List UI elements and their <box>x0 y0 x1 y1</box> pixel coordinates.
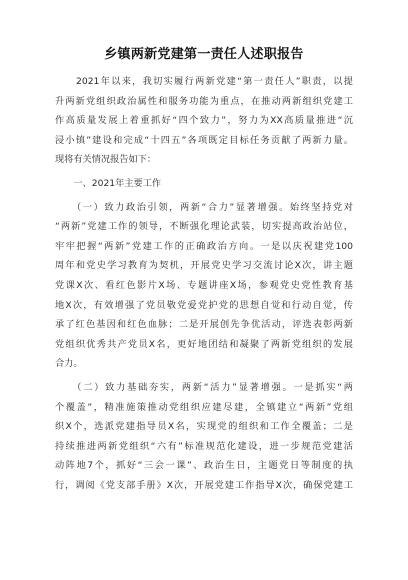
text-line: 织X个，选派党建指导员X名，实现党的组织和工作全覆盖；二是 <box>55 421 353 433</box>
document-body <box>55 72 353 495</box>
text-line: “两新”党建工作的领导，不断强化理论武装，切实提高政治站位， <box>55 221 353 233</box>
paragraph-foundation <box>55 378 353 496</box>
text-line: 牢牢把握“两新”党建工作的正确政治方向。一是以庆祝建党100 <box>55 240 353 252</box>
document-title: 乡镇两新党建第一责任人述职报告 <box>104 47 304 62</box>
text-line: 作高质量发展上着重抓好“四个致力”，努力为XX高质量推进“沉 <box>55 115 353 127</box>
text-line: 升两新党组织政治属性和服务功能为重点，在推动两新组织党建工 <box>55 95 353 107</box>
text-line: 2021年以来，我切实履行两新党建“第一责任人”职责，以提 <box>55 76 353 87</box>
text-line: （一）致力政治引领，两新“合力”显著增强。始终坚持党对 <box>55 201 353 213</box>
text-line: 持续推进两新党组织“六有”标准规范化建设，进一步规范党建活 <box>55 440 353 452</box>
text-line: 动阵地7个，抓好“三会一课”、政治生日，主题党日等制度的执 <box>55 460 353 472</box>
section-heading <box>55 174 353 194</box>
text-line: （二）致力基础夯实，两新“活力”显著增强。一是抓实“两 <box>55 381 353 393</box>
text-line: 行，调阅《党支部手册》X次，开展党建工作指导X次，确保党建工 <box>55 479 353 491</box>
paragraph-intro <box>55 72 353 170</box>
text-line: 浸小镇”建设和完成“十四五”各项既定目标任务贡献了两新力量。 <box>55 134 353 146</box>
text-line: 周年和党史学习教育为契机，开展党史学习交流讨论X次，讲主题 <box>55 260 353 272</box>
text-line: 合力。 <box>55 358 83 370</box>
text-line: 现将有关情况报告如下： <box>55 154 157 166</box>
text-line: 党组织优秀共产党员X名，更好地团结和凝聚了两新党组织的发展 <box>55 338 353 350</box>
text-line: 个覆盖”，精准施策推动党组织应建尽建，全镇建立“两新”党组 <box>55 401 353 413</box>
text-line: 地X次，有效增强了党员敬党爱党护党的思想自觉和行动自觉，传 <box>55 299 353 311</box>
text-line: 承了红色基因和红色血脉；二是开展创先争优活动，评选表彰两新 <box>55 319 353 331</box>
text-line: 党课X次、看红色影片X场、专题讲座X场，参观党史党性教育基 <box>55 279 353 291</box>
paragraph-political-leadership <box>55 198 353 374</box>
section-heading-text: 一、2021年主要工作 <box>55 177 162 189</box>
